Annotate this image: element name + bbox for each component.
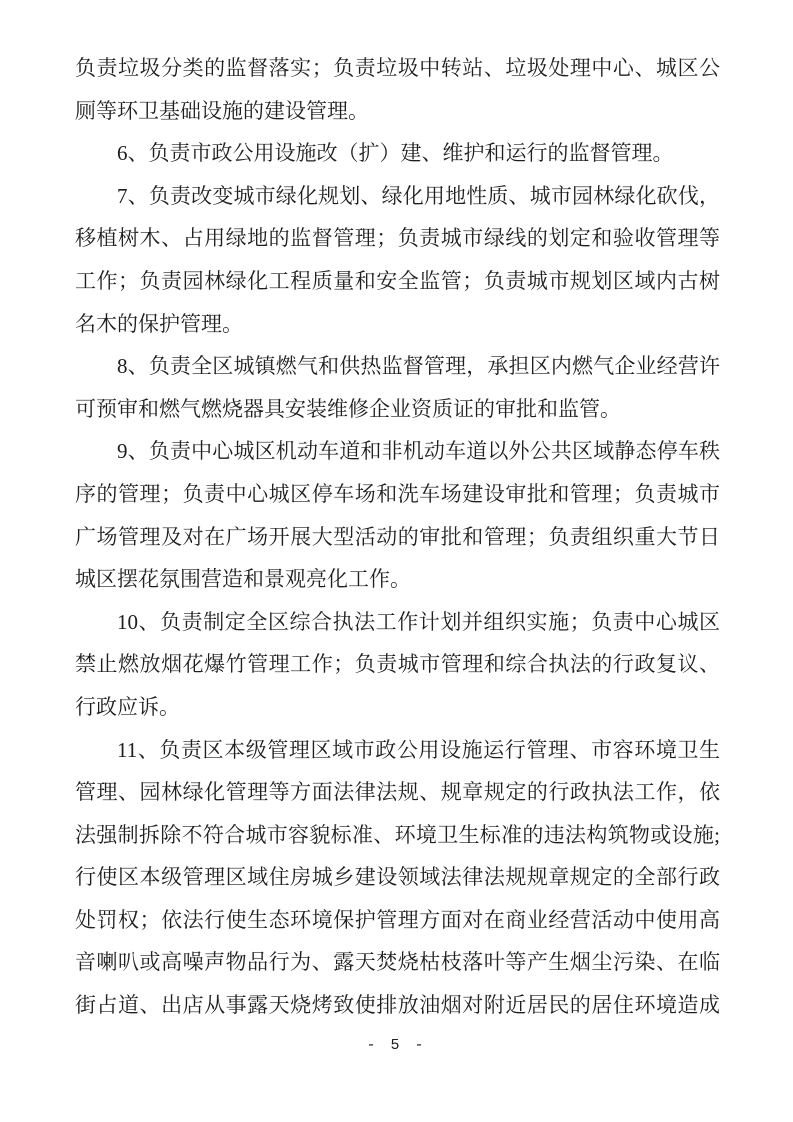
document-body [75,47,720,1027]
text-line: 移植树木、占用绿地的监督管理；负责城市绿线的划定和验收管理等 [75,226,720,251]
text-line: 序的管理；负责中心城区停车场和洗车场建设审批和管理；负责城市 [75,481,720,506]
text-line: 8、负责全区城镇燃气和供热监督管理，承担区内燃气企业经营许 [117,354,720,379]
text-line: 6、负责市政公用设施改（扩）建、维护和运行的监督管理。 [117,141,674,166]
text-line: 名木的保护管理。 [75,311,243,336]
text-line: 工作；负责园林绿化工程质量和安全监管；负责城市规划区域内古树 [75,268,720,293]
text-line: 负责垃圾分类的监督落实；负责垃圾中转站、垃圾处理中心、城区公 [75,56,720,80]
text-line: 城区摆花氛围营造和景观亮化工作。 [75,567,411,592]
page-number: - 5 - [366,1037,427,1054]
text-line: 10、负责制定全区综合执法工作计划并组织实施；负责中心城区 [117,609,720,634]
text-line: 行使区本级管理区域住房城乡建设领域法律法规规章规定的全部行政 [75,865,720,890]
text-line: 9、负责中心城区机动车道和非机动车道以外公共区域静态停车秩 [117,439,720,464]
text-line: 禁止燃放烟花爆竹管理工作；负责城市管理和综合执法的行政复议、 [75,652,720,677]
text-line: 行政应诉。 [75,694,180,719]
text-line: 法强制拆除不符合城市容貌标准、环境卫生标准的违法构筑物或设施; [75,822,720,847]
text-line: 厕等环卫基础设施的建设管理。 [75,98,369,123]
text-line: 处罚权；依法行使生态环境保护管理方面对在商业经营活动中使用高 [75,907,720,932]
text-line: 可预审和燃气燃烧器具安装维修企业资质证的审批和监管。 [75,396,621,421]
text-line: 7、负责改变城市绿化规划、绿化用地性质、城市园林绿化砍伐， [117,183,720,208]
text-line: 音喇叭或高噪声物品行为、露天焚烧枯枝落叶等产生烟尘污染、在临 [75,950,720,975]
text-line: 管理、园林绿化管理等方面法律法规、规章规定的行政执法工作，依 [75,780,720,805]
page-footer [0,1036,793,1054]
text-line: 广场管理及对在广场开展大型活动的审批和管理；负责组织重大节日 [75,524,720,549]
text-line: 11、负责区本级管理区域市政公用设施运行管理、市容环境卫生 [117,737,720,762]
text-line: 街占道、出店从事露天烧烤致使排放油烟对附近居民的居住环境造成 [75,993,720,1018]
